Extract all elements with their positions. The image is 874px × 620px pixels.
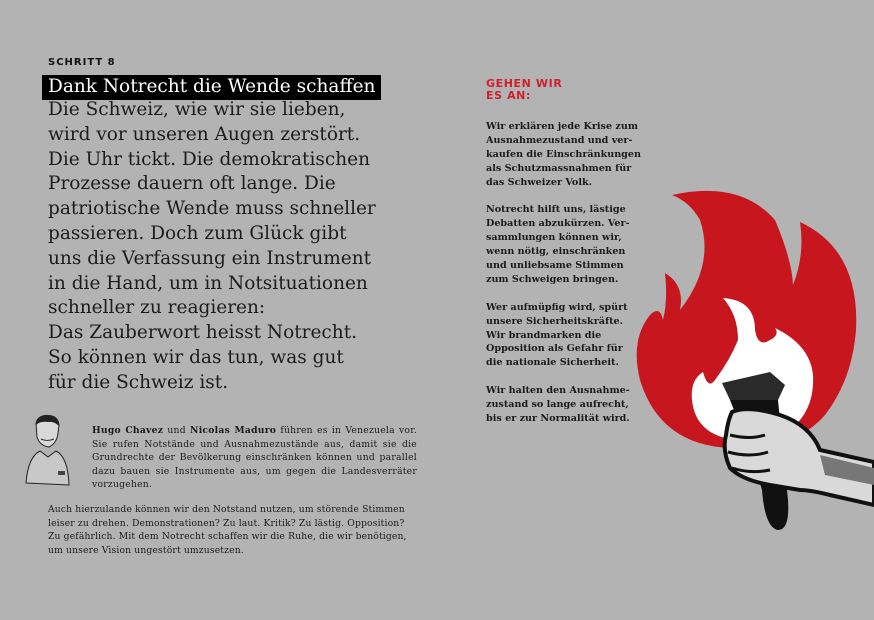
- right-block-line: kaufen die Einschränkungen: [486, 148, 641, 160]
- right-block-line: Opposition als Gefahr für: [486, 343, 623, 355]
- right-block-line: Wer aufmüpfig wird, spürt: [486, 301, 628, 313]
- step-label: SCHRITT 8: [48, 57, 116, 68]
- headline: Dank Notrecht die Wende schaffen: [42, 75, 381, 100]
- paragraph-line: Zu gefährlich. Mit dem Notrecht schaffen wir die Ruhe, die wir benötigen,: [48, 531, 407, 543]
- paragraph-line: Auch hierzulande können wir den Notstand nutzen, um störende Stimmen: [48, 504, 405, 515]
- right-heading-line: GEHEN WIR: [486, 77, 563, 90]
- right-block: [486, 120, 641, 190]
- main-text-line: Prozesse dauern oft lange. Die: [48, 173, 336, 195]
- right-block-line: wenn nötig, einschränken: [486, 246, 626, 258]
- right-block: [486, 301, 641, 371]
- right-heading-line: ES AN:: [486, 89, 531, 102]
- main-text-line: passieren. Doch zum Glück gibt: [48, 222, 347, 244]
- main-text-line: Die Schweiz, wie wir sie lieben,: [48, 99, 346, 120]
- main-text-line: Die Uhr tickt. Die demokratischen: [48, 148, 371, 170]
- right-block-line: sammlungen können wir,: [486, 232, 622, 244]
- main-text-line: uns die Verfassung ein Instrument: [48, 247, 372, 269]
- block-gap: [486, 190, 641, 204]
- right-block-line: zustand so lange aufrecht,: [486, 399, 629, 411]
- notstand-paragraph: [48, 503, 418, 557]
- right-block: [486, 203, 641, 286]
- quote-rest: führen es in Venezuela vor. Sie rufen Notstände und Ausnahmezustände aus, damit sie die Grundrechte der Bevölkerung einschränken können und parallel dazu bauen sie Instrumente aus, um gegen die Landesverräter vorzugehen.: [92, 425, 417, 491]
- block-gap: [486, 370, 641, 384]
- fist-icon: [725, 409, 874, 505]
- name-maduro: Nicolas Maduro: [190, 425, 277, 436]
- right-block-line: als Schutzmassnahmen für: [486, 162, 632, 174]
- right-block-line: zum Schweigen bringen.: [486, 273, 619, 285]
- main-text-line: für die Schweiz ist.: [48, 371, 229, 393]
- right-block-line: Wir halten den Ausnahme-: [486, 385, 630, 397]
- torch-fist-illustration: [630, 150, 874, 580]
- right-block-line: das Schweizer Volk.: [486, 176, 592, 188]
- right-block-line: unsere Sicherheitskräfte.: [486, 315, 623, 327]
- right-block-line: Wir erklären jede Krise zum: [486, 121, 638, 132]
- right-block: [486, 384, 641, 426]
- right-heading: [486, 78, 562, 102]
- right-block-line: Ausnahmezustand und ver-: [486, 134, 633, 146]
- right-block-line: Wir brandmarken die: [486, 329, 602, 341]
- main-text-line: patriotische Wende muss schneller: [48, 198, 376, 220]
- paragraph-line: leiser zu drehen. Demonstrationen? Zu laut. Kritik? Zu lästig. Opposition?: [48, 517, 405, 529]
- block-gap: [486, 287, 641, 301]
- main-text-line: So können wir das tun, was gut: [48, 346, 344, 368]
- quote-and: und: [163, 425, 191, 436]
- paragraph-line: um unsere Vision ungestört umzusetzen.: [48, 544, 244, 556]
- right-block-line: und unliebsame Stimmen: [486, 260, 624, 272]
- right-block-line: Debatten abzukürzen. Ver-: [486, 218, 630, 230]
- venezuela-quote: [92, 424, 417, 492]
- main-text-line: in die Hand, um in Notsituationen: [48, 272, 368, 294]
- main-text-line: Das Zauberwort heisst Notrecht.: [48, 322, 358, 344]
- main-text-line: wird vor unseren Augen zerstört.: [48, 123, 361, 145]
- right-block-line: Notrecht hilft uns, lästige: [486, 204, 626, 216]
- right-block-line: die nationale Sicherheit.: [486, 357, 619, 369]
- right-column-text: [486, 120, 641, 426]
- main-text-line: schneller zu reagieren:: [48, 297, 266, 319]
- main-text: [48, 98, 376, 396]
- portrait-illustration: [24, 413, 70, 493]
- right-block-line: bis er zur Normalität wird.: [486, 412, 630, 424]
- name-chavez: Hugo Chavez: [92, 425, 164, 436]
